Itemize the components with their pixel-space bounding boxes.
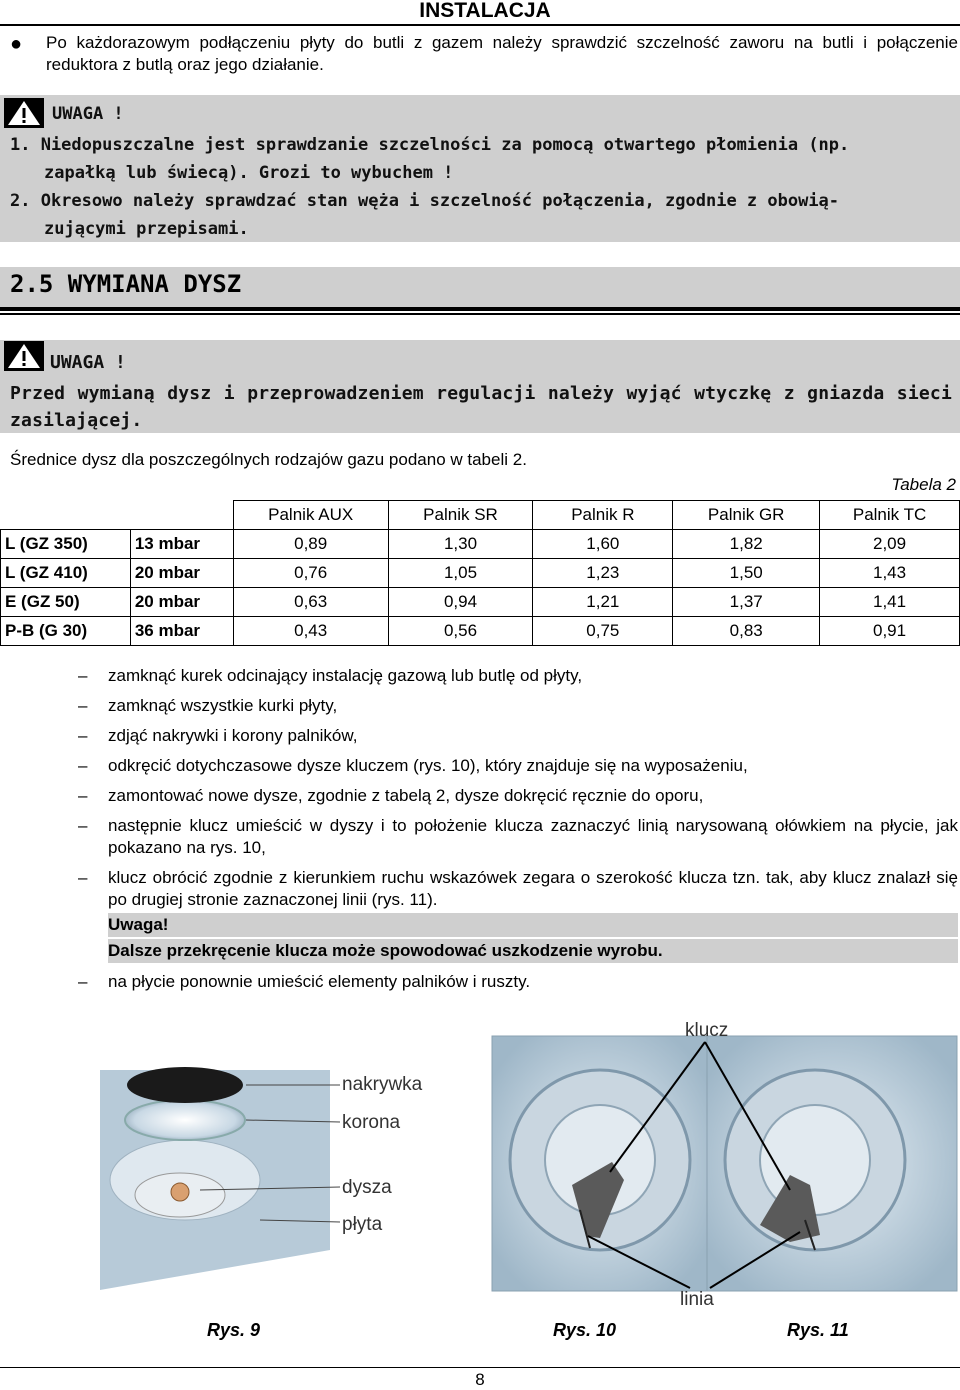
list-item bbox=[78, 815, 958, 859]
value-cell: 0,91 bbox=[820, 617, 960, 646]
value-cell: 0,43 bbox=[233, 617, 388, 646]
value-cell: 1,21 bbox=[533, 588, 673, 617]
table-header-cell: Palnik AUX bbox=[233, 501, 388, 530]
label-linia: linia bbox=[680, 1289, 714, 1310]
value-cell: 1,43 bbox=[820, 559, 960, 588]
footer-rule bbox=[0, 1367, 960, 1368]
page-title: INSTALACJA bbox=[419, 0, 551, 22]
pressure-cell: 20 mbar bbox=[130, 559, 233, 588]
dash-bullet: – bbox=[78, 726, 88, 745]
table-header-row bbox=[1, 501, 960, 530]
value-cell: 1,37 bbox=[673, 588, 820, 617]
table-row bbox=[1, 530, 960, 559]
warning-2-label: UWAGA ! bbox=[50, 352, 126, 373]
step-text: klucz obrócić zgodnie z kierunkiem ruchu wskazówek zegara o szerokość klucza tzn. tak, aby klucz znalazł się po drugiej stronie zaznaczonej linii (rys. 11). bbox=[108, 868, 958, 909]
page-number: 8 bbox=[475, 1370, 485, 1389]
step-text: odkręcić dotychczasowe dysze kluczem (rys. 10), który znajduje się na wyposażeniu, bbox=[108, 756, 748, 775]
value-cell: 0,76 bbox=[233, 559, 388, 588]
caption-rys9: Rys. 9 bbox=[207, 1320, 261, 1340]
warning-triangle-icon bbox=[4, 341, 44, 371]
figure-rys11 bbox=[707, 1036, 957, 1291]
value-cell: 1,30 bbox=[388, 530, 533, 559]
table-header-cell: Palnik GR bbox=[673, 501, 820, 530]
value-cell: 0,94 bbox=[388, 588, 533, 617]
step-text: zamontować nowe dysze, zgodnie z tabelą 2, dysze dokręcić ręcznie do oporu, bbox=[108, 786, 704, 805]
figure-rys9 bbox=[100, 1067, 423, 1290]
section-rule-thin bbox=[0, 313, 960, 315]
list-item bbox=[78, 665, 958, 687]
nozzle-diameters-text: Średnice dysz dla poszczególnych rodzajów gazu podano w tabeli 2. bbox=[10, 450, 527, 469]
table-row bbox=[1, 617, 960, 646]
list-item bbox=[78, 725, 958, 747]
nozzle-table bbox=[0, 500, 960, 646]
label-nakrywka: nakrywka bbox=[342, 1074, 423, 1095]
list-item bbox=[78, 971, 958, 993]
section-rule-thick bbox=[0, 307, 960, 311]
gas-type-cell: P-B (G 30) bbox=[1, 617, 131, 646]
section-title: 2.5 WYMIANA DYSZ bbox=[10, 270, 242, 298]
label-klucz: klucz bbox=[685, 1020, 729, 1041]
table-row bbox=[1, 588, 960, 617]
dash-bullet: – bbox=[78, 816, 88, 835]
value-cell: 1,82 bbox=[673, 530, 820, 559]
intro-text: Po każdorazowym podłączeniu płyty do butli z gazem należy sprawdzić szczelność zaworu na butli i połączenie reduktora z butlą oraz jego działanie. bbox=[46, 33, 958, 74]
dash-bullet: – bbox=[78, 868, 88, 887]
list-item bbox=[78, 785, 958, 807]
dash-bullet: – bbox=[78, 972, 88, 991]
step-text: zamknąć kurek odcinający instalację gazową lub butlę od płyty, bbox=[108, 666, 583, 685]
warning-1-line-3: 2. Okresowo należy sprawdzać stan węża i szczelność połączenia, zgodnie z obowią- bbox=[10, 191, 840, 211]
gas-type-cell: L (GZ 350) bbox=[1, 530, 131, 559]
value-cell: 0,75 bbox=[533, 617, 673, 646]
dash-bullet: – bbox=[78, 696, 88, 715]
step-text: następnie klucz umieścić w dyszy i to położenie klucza zaznaczyć linią narysowaną ołówkiem na płycie, jak pokazano na rys. 10, bbox=[108, 816, 958, 857]
table-header-cell: Palnik TC bbox=[820, 501, 960, 530]
bullet-icon: ● bbox=[10, 33, 23, 55]
list-item bbox=[78, 867, 958, 911]
value-cell: 1,41 bbox=[820, 588, 960, 617]
figure-rys10 bbox=[492, 1036, 707, 1291]
step-text: zdjąć nakrywki i korony palników, bbox=[108, 726, 358, 745]
warning-2-text: Przed wymianą dysz i przeprowadzeniem regulacji należy wyjąć wtyczkę z gniazda sieci zasilającej. bbox=[10, 383, 952, 431]
value-cell: 1,05 bbox=[388, 559, 533, 588]
value-cell: 1,50 bbox=[673, 559, 820, 588]
warning-triangle-icon bbox=[4, 98, 44, 128]
procedure-steps bbox=[78, 665, 958, 1001]
value-cell: 1,60 bbox=[533, 530, 673, 559]
value-cell: 0,63 bbox=[233, 588, 388, 617]
table-caption: Tabela 2 bbox=[891, 475, 956, 494]
warning-1-line-2: zapałką lub świecą). Grozi to wybuchem ! bbox=[44, 163, 454, 183]
header-rule bbox=[0, 24, 960, 26]
value-cell: 0,56 bbox=[388, 617, 533, 646]
label-plyta: płyta bbox=[342, 1214, 383, 1235]
step-warning-text: Dalsze przekręcenie klucza może spowodować uszkodzenie wyrobu. bbox=[108, 939, 958, 963]
value-cell: 0,89 bbox=[233, 530, 388, 559]
list-item bbox=[78, 755, 958, 777]
warning-1-line-4: zującymi przepisami. bbox=[44, 219, 249, 239]
gas-type-cell: L (GZ 410) bbox=[1, 559, 131, 588]
caption-rys11: Rys. 11 bbox=[787, 1320, 849, 1340]
table-header-cell: Palnik R bbox=[533, 501, 673, 530]
value-cell: 0,83 bbox=[673, 617, 820, 646]
step-warning-label: Uwaga! bbox=[108, 913, 958, 937]
label-dysza: dysza bbox=[342, 1177, 392, 1198]
pressure-cell: 20 mbar bbox=[130, 588, 233, 617]
dash-bullet: – bbox=[78, 786, 88, 805]
warning-1-line-1: 1. Niedopuszczalne jest sprawdzanie szczelności za pomocą otwartego płomienia (np. bbox=[10, 135, 850, 155]
table-row bbox=[1, 559, 960, 588]
value-cell: 2,09 bbox=[820, 530, 960, 559]
value-cell: 1,23 bbox=[533, 559, 673, 588]
gas-type-cell: E (GZ 50) bbox=[1, 588, 131, 617]
caption-rys10: Rys. 10 bbox=[553, 1320, 617, 1340]
dash-bullet: – bbox=[78, 666, 88, 685]
dash-bullet: – bbox=[78, 756, 88, 775]
warning-1-label: UWAGA ! bbox=[52, 104, 124, 124]
step-text: na płycie ponownie umieścić elementy palników i ruszty. bbox=[108, 972, 531, 991]
label-korona: korona bbox=[342, 1112, 401, 1133]
step-text: zamknąć wszystkie kurki płyty, bbox=[108, 696, 338, 715]
pressure-cell: 13 mbar bbox=[130, 530, 233, 559]
pressure-cell: 36 mbar bbox=[130, 617, 233, 646]
figures-illustration bbox=[0, 1010, 960, 1310]
list-item bbox=[78, 695, 958, 717]
table-header-cell: Palnik SR bbox=[388, 501, 533, 530]
